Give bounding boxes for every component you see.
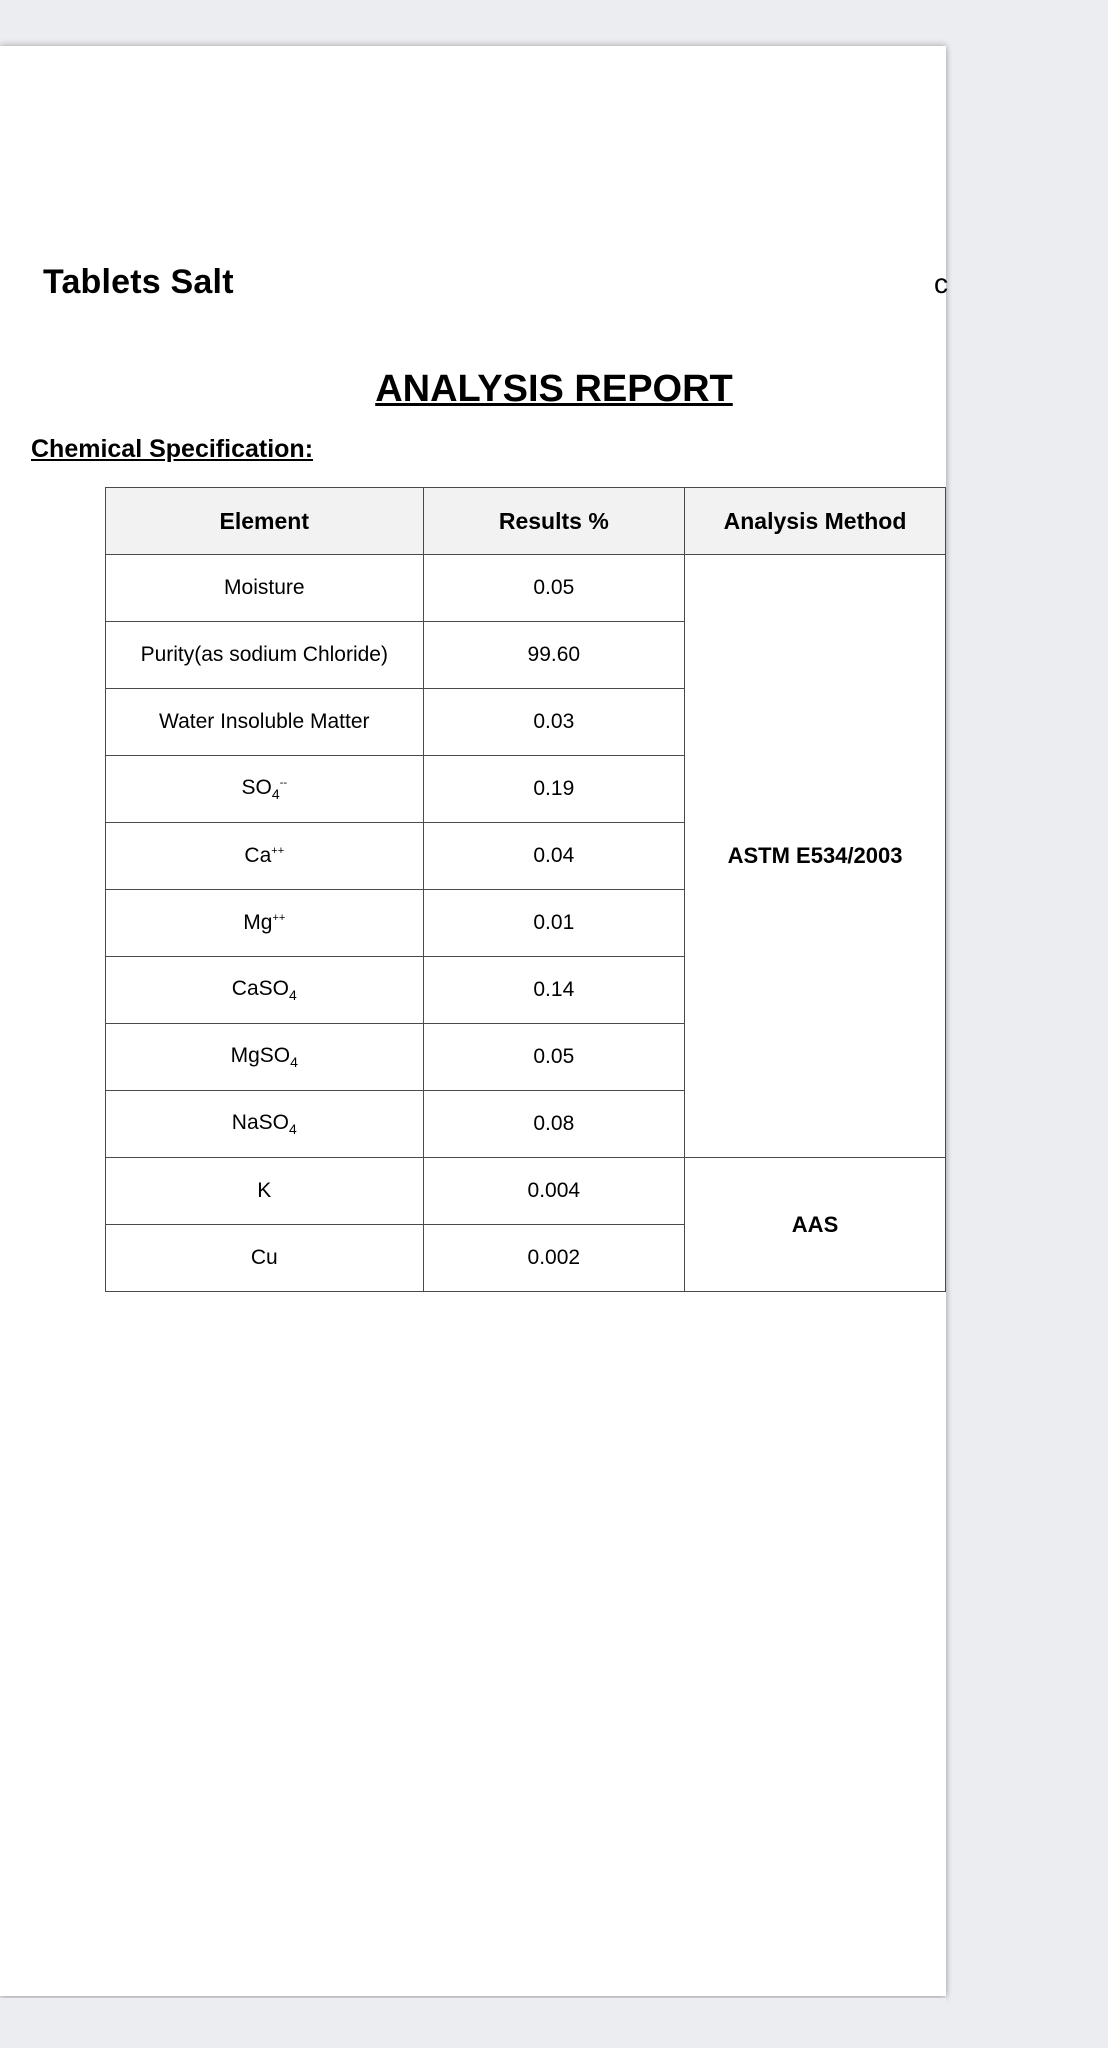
result-cell: 0.05 [423,555,685,622]
result-cell: 0.01 [423,890,685,957]
element-cell [106,1158,424,1225]
element-subscript: 4 [288,1121,297,1138]
specification-table [105,487,946,1292]
element-cell [106,823,424,890]
cropped-edge-text: c [934,268,948,299]
header-element: Element [106,488,424,555]
element-name: SO [241,775,272,799]
element-subscript: 4 [271,786,280,803]
method-cell: AAS [685,1158,946,1292]
element-superscript: ++ [272,912,286,924]
viewer-top-bar [0,0,946,44]
section-heading: Chemical Specification: [31,435,314,463]
element-cell [106,756,424,823]
element-name: CaSO [231,976,289,1000]
element-name: Purity(as sodium Chloride) [140,643,388,666]
element-name: Water Insoluble Matter [159,710,370,733]
element-cell [106,1024,424,1091]
table-row [106,1158,946,1225]
element-name: Mg [243,911,273,934]
element-cell [106,1091,424,1158]
product-title: Tablets Salt [43,263,234,301]
element-subscript: 4 [288,987,297,1004]
table-body [106,555,946,1292]
table-row [106,555,946,622]
method-cell: ASTM E534/2003 [685,555,946,1158]
element-cell [106,622,424,689]
element-name: NaSO [231,1110,289,1134]
report-title: ANALYSIS REPORT [375,368,733,410]
element-cell [106,689,424,756]
element-superscript: ++ [271,845,285,857]
result-cell: 0.08 [423,1091,685,1158]
result-cell: 0.03 [423,689,685,756]
result-cell: 0.04 [423,823,685,890]
document-page [0,46,946,1996]
result-cell: 0.14 [423,957,685,1024]
element-subscript: 4 [290,1054,298,1071]
element-name: Ca [244,844,272,867]
result-cell: 0.19 [423,756,685,823]
element-name: K [257,1179,272,1202]
table-header-row [106,488,946,555]
element-cell [106,555,424,622]
result-cell: 0.004 [423,1158,685,1225]
element-name: MgSO [230,1043,291,1067]
element-cell [106,890,424,957]
result-cell: 0.002 [423,1225,685,1292]
viewer-bottom-bar [0,1998,946,2048]
element-cell [106,1225,424,1292]
element-name: Moisture [224,576,305,599]
element-cell [106,957,424,1024]
result-cell: 99.60 [423,622,685,689]
header-results: Results % [423,488,685,555]
element-name: Cu [250,1246,278,1269]
header-method: Analysis Method [685,488,946,555]
element-superscript: -- [279,776,288,789]
result-cell: 0.05 [423,1024,685,1091]
